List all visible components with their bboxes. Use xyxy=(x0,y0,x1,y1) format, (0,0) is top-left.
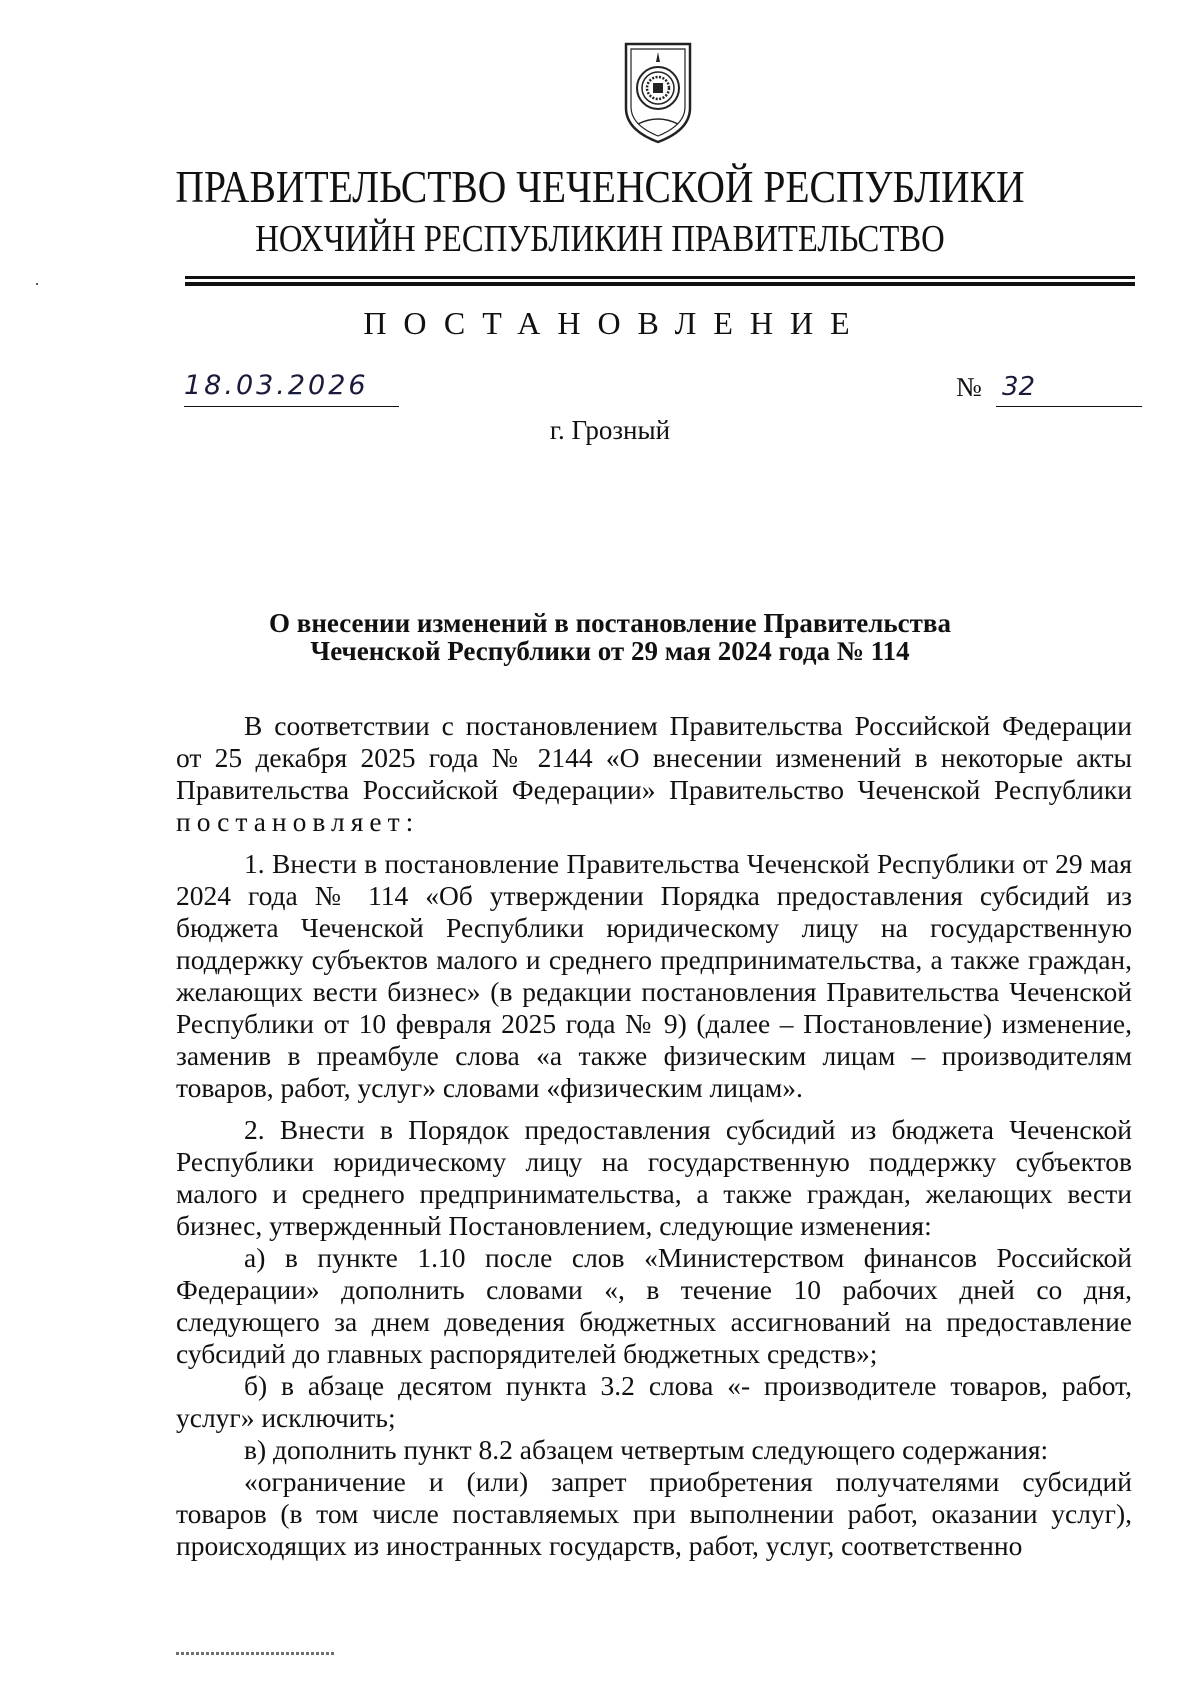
preamble-text: В соответствии с постановлением Правительства Российской Федерации от 25 декабря 2025 года № 2144 «О внесении изменений в некоторые акты Правительства Российской Федерации» Правительство Чеченской Республики xyxy=(176,710,1132,805)
item-2a-paragraph: а) в пункте 1.10 после слов «Министерством финансов Российской Федерации» дополнить словами «, в течение 10 рабочих дней со дня, следующего за днем доведения бюджетных ассигнований на предоставление субсидий до главных распорядителей бюджетных средств»; xyxy=(176,1242,1132,1369)
document-subject xyxy=(0,609,1200,665)
subject-line-1: О внесении изменений в постановление Правительства xyxy=(269,608,951,638)
coat-of-arms-emblem xyxy=(620,38,696,146)
item-1-paragraph: 1. Внести в постановление Правительства Чеченской Республики от 29 мая 2024 года № 114 «Об утверждении Порядка предоставления субсидий из бюджета Чеченской Республики юридическому лицу на государственную поддержку субъектов малого и среднего предпринимательства, а также граждан, желающих вести бизнес» (в редакции постановления Правительства Чеченской Республики от 10 февраля 2025 года № 9) (далее – Постановление) изменение, заменив в преамбуле слова «а также физическим лицам – производителям товаров, работ, услуг» словами «физическим лицам». xyxy=(176,848,1132,1103)
item-2b-paragraph: б) в абзаце десятом пункта 3.2 слова «- производителе товаров, работ, услуг» исключить; xyxy=(176,1370,1132,1433)
item-2-paragraph: 2. Внести в Порядок предоставления субсидий из бюджета Чеченской Республики юридическому лицу на государственную поддержку субъектов малого и среднего предпринимательства, а также граждан, желающих вести бизнес, утвержденный Постановлением, следующие изменения: xyxy=(176,1114,1132,1241)
header-divider-top xyxy=(185,276,1135,279)
subject-line-2: Чеченской Республики от 29 мая 2024 года № 114 xyxy=(310,636,910,666)
document-city: г. Грозный xyxy=(549,415,671,445)
government-title: ПРАВИТЕЛЬСТВО ЧЕЧЕНСКОЙ РЕСПУБЛИКИ xyxy=(175,161,1025,212)
preamble-paragraph xyxy=(176,710,1132,838)
scan-speck xyxy=(36,283,38,285)
document-body xyxy=(176,710,1132,1562)
resolves-word: постановляет: xyxy=(176,806,420,837)
item-2c-paragraph: в) дополнить пункт 8.2 абзацем четвертым следующего содержания: xyxy=(244,1434,1049,1465)
government-title-chechen: НОХЧИЙН РЕСПУБЛИКИН ПРАВИТЕЛЬСТВО xyxy=(255,218,945,260)
item-2c-quote-paragraph: «ограничение и (или) запрет приобретения получателями субсидий товаров (в том числе поставляемых при выполнении работ, оказании услуг), происходящих из иностранных государств, работ, услуг, соответственно xyxy=(176,1466,1132,1561)
document-type-heading: ПОСТАНОВЛЕНИЕ xyxy=(363,305,867,341)
number-label: № xyxy=(956,372,982,402)
document-number: 32 xyxy=(996,372,1142,407)
header-divider-bottom xyxy=(185,282,1135,286)
document-date: 18.03.2026 xyxy=(184,370,399,407)
scan-footer-mark xyxy=(176,1652,336,1655)
